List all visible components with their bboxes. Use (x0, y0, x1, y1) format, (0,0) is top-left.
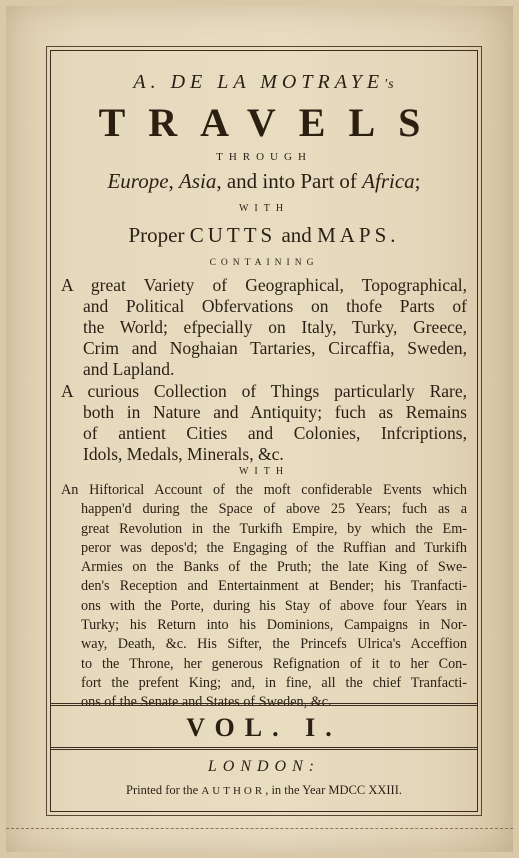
proper-text: Proper (128, 223, 185, 247)
divider-rule-bottom (51, 747, 477, 750)
imprint-place: LONDON: (207, 758, 321, 775)
volume-label: VOL. I. (186, 713, 342, 742)
book-title: TRAVELS (98, 100, 444, 145)
author-name: A. DE LA MOTRAYE (133, 71, 385, 93)
collection-paragraph (61, 381, 467, 465)
imprint-line (51, 783, 477, 798)
printed-suffix: , in the Year MDCC XXIII. (265, 783, 402, 797)
divider-rule-top (51, 703, 477, 706)
printed-prefix: Printed for the (126, 783, 199, 797)
history-line: Turky; his Return into his Dominions, Campaigns in Nor- (81, 617, 467, 634)
book-page (6, 6, 513, 852)
printed-author: AUTHOR (201, 785, 266, 797)
cutts-text: CUTTS (189, 223, 277, 247)
history-line: ons with the Porte, during his Stay of above four Years in (81, 597, 467, 614)
history-line: Armies on the Banks of the Pruth; the late King of Swe- (81, 559, 467, 576)
regions-line: Europe, Asia, and into Part of Africa; (107, 169, 421, 193)
history-line: peror was depos'd; the Engaging of the Ruffian and Turkifh (81, 539, 467, 556)
history-line: fort the prefent King; and, in fine, all the chief Tranfacti- (81, 674, 467, 691)
history-line: to the Throne, her generous Refignation of it to her Con- (81, 655, 467, 672)
paragraph-line: of antient Cities and Colonies, Infcriptions, (83, 423, 467, 443)
with-label-2: WITH (238, 466, 290, 477)
paragraph-line: A curious Collection of Things particularly Rare, (61, 381, 467, 401)
with-label-1: WITH (238, 203, 290, 214)
paragraph-line: Idols, Medals, Minerals, &c. (83, 444, 284, 464)
history-line: great Revolution in the Turkifh Empire, by which the Em- (81, 520, 467, 537)
and-text: and (281, 223, 312, 247)
paragraph-line: the World; efpecially on Italy, Turky, Greece, (83, 317, 467, 337)
historical-account-paragraph (61, 481, 467, 713)
through-label: THROUGH (216, 151, 312, 163)
regions-middle: , and into Part of (216, 169, 363, 193)
maps-text: MAPS. (317, 223, 400, 247)
proper-cutts-line (51, 223, 477, 248)
paragraph-line: and Lapland. (83, 359, 175, 379)
region-africa: Africa (362, 169, 415, 193)
author-line (51, 71, 477, 94)
observations-paragraph (61, 275, 467, 380)
history-line: happen'd during the Space of above 25 Years; fuch as a (81, 501, 467, 518)
region-asia: Asia (179, 169, 217, 193)
page-bottom-rule (6, 828, 513, 829)
title-frame (50, 50, 478, 812)
paragraph-line: Crim and Noghaian Tartaries, Circaffia, Sweden, (83, 338, 467, 358)
history-line: den's Reception and Entertainment at Bender; his Tranfacti- (81, 578, 467, 595)
region-europe: Europe (107, 169, 169, 193)
history-line: An Hiftorical Account of the moft confiderable Events which (61, 482, 467, 498)
paragraph-line: and Political Obfervations on thofe Parts of (83, 296, 467, 316)
history-line: way, Death, &c. His Sifter, the Princefs Ulrica's Acceffion (81, 636, 467, 653)
paragraph-line: both in Nature and Antiquity; fuch as Remains (83, 402, 467, 422)
author-suffix: 's (384, 77, 395, 92)
containing-label: CONTAINING (209, 258, 319, 268)
regions-end: ; (414, 169, 421, 193)
history-line: ons of the Senate and States of Sweden, &c. (81, 694, 332, 711)
paragraph-line: A great Variety of Geographical, Topographical, (61, 275, 467, 295)
